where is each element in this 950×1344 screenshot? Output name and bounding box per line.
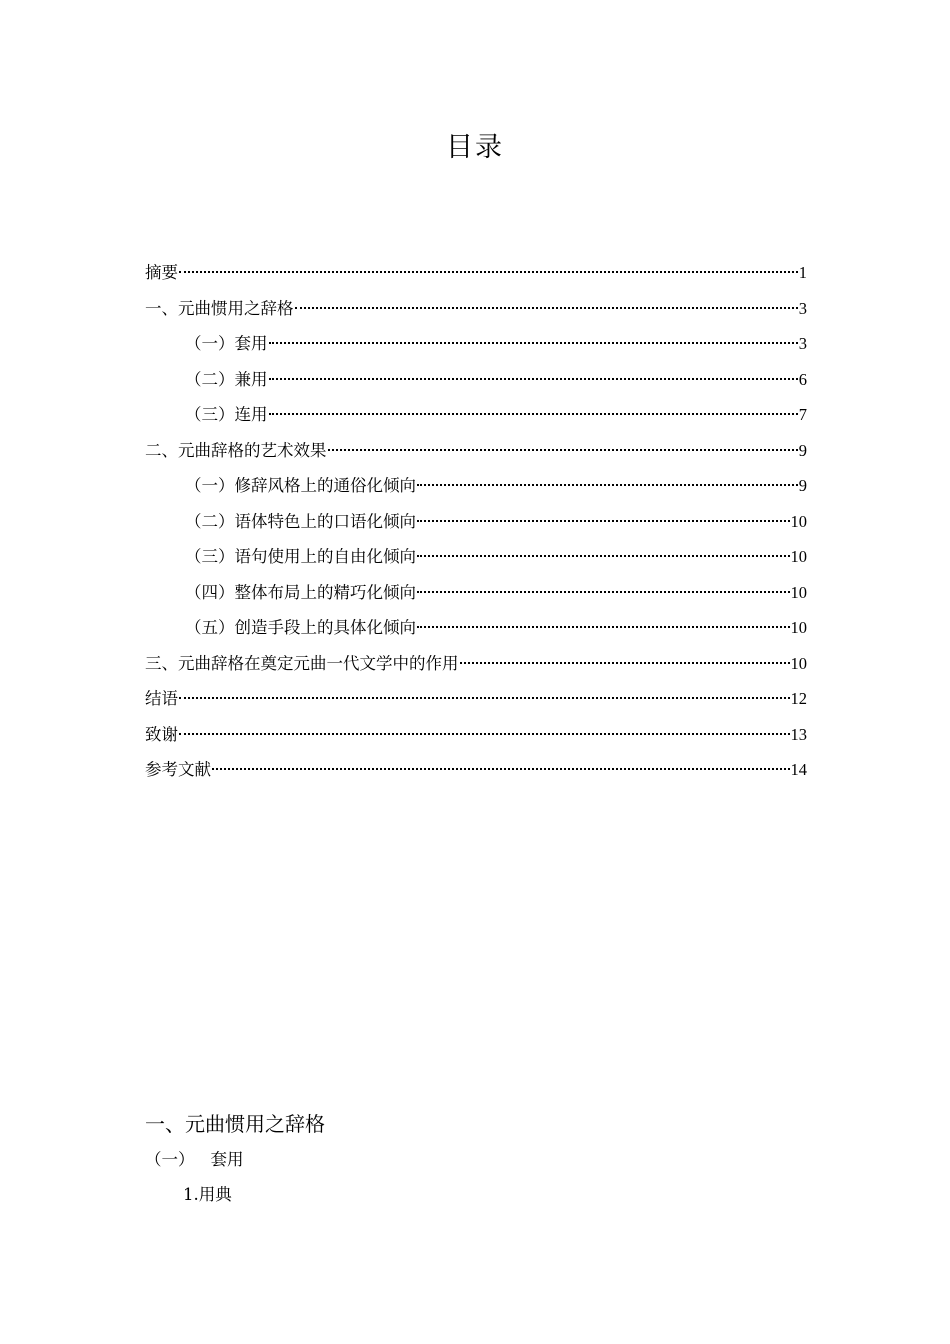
toc-entry[interactable] [145, 646, 807, 682]
subsection-heading [145, 1145, 244, 1175]
toc-dot-leader [269, 341, 798, 344]
toc-dot-leader [460, 661, 790, 664]
subsection-title: 套用 [210, 1150, 244, 1169]
toc-dot-leader [295, 306, 798, 309]
toc-dot-leader [417, 625, 790, 628]
toc-entry[interactable] [145, 681, 807, 717]
toc-entry-page: 10 [790, 582, 807, 602]
toc-entry-label: 三、元曲辞格在奠定元曲一代文学中的作用 [145, 653, 459, 673]
toc-entry-page: 10 [790, 511, 807, 531]
toc-entry[interactable] [145, 255, 807, 291]
toc-entry[interactable] [145, 504, 807, 540]
page-title: 目录 [446, 132, 504, 163]
subsection-number: （一） [145, 1150, 195, 1169]
toc-entry-page: 12 [790, 689, 807, 708]
toc-entry-label: （一）修辞风格上的通俗化倾向 [185, 476, 416, 495]
toc-entry[interactable] [145, 397, 807, 433]
toc-dot-leader [417, 590, 790, 593]
list-item-heading: 1.用典 [183, 1185, 232, 1204]
toc-entry[interactable] [145, 539, 807, 575]
toc-dot-leader [179, 270, 798, 273]
toc-dot-leader [417, 483, 798, 486]
toc-entry-label: （四）整体布局上的精巧化倾向 [185, 582, 416, 602]
toc-entry-label: 参考文献 [145, 760, 211, 779]
toc-entry-page: 9 [798, 440, 807, 460]
toc-entry-page: 6 [798, 369, 807, 389]
toc-dot-leader [269, 377, 798, 380]
toc-entry[interactable] [145, 468, 807, 504]
toc-dot-leader [328, 448, 798, 451]
toc-entry[interactable] [145, 433, 807, 469]
toc-entry[interactable] [145, 575, 807, 611]
table-of-contents [145, 255, 807, 788]
toc-dot-leader [179, 732, 790, 735]
toc-entry-label: 致谢 [145, 724, 178, 744]
toc-entry-page: 14 [790, 760, 807, 779]
toc-entry[interactable] [145, 610, 807, 646]
toc-entry-page: 3 [798, 298, 807, 318]
toc-dot-leader [417, 554, 790, 557]
toc-entry-label: 一、元曲惯用之辞格 [145, 298, 294, 318]
toc-entry-label: （二）语体特色上的口语化倾向 [185, 511, 416, 531]
toc-dot-leader [269, 412, 798, 415]
toc-dot-leader [179, 696, 790, 699]
toc-entry-page: 3 [798, 334, 807, 353]
toc-entry-page: 10 [790, 547, 807, 566]
toc-entry[interactable] [145, 362, 807, 398]
toc-entry-label: （三）语句使用上的自由化倾向 [185, 547, 416, 566]
toc-entry-label: （一）套用 [185, 334, 268, 353]
toc-entry-page: 10 [790, 618, 807, 637]
toc-entry[interactable] [145, 717, 807, 753]
toc-entry-label: （三）连用 [185, 405, 268, 424]
toc-dot-leader [212, 767, 790, 770]
toc-entry-label: 二、元曲辞格的艺术效果 [145, 440, 327, 460]
toc-dot-leader [417, 519, 790, 522]
section-heading: 一、元曲惯用之辞格 [145, 1112, 325, 1136]
toc-entry[interactable] [145, 291, 807, 327]
toc-entry-page: 13 [790, 724, 807, 744]
toc-entry-label: （五）创造手段上的具体化倾向 [185, 618, 416, 637]
toc-entry[interactable] [145, 326, 807, 362]
toc-entry[interactable] [145, 752, 807, 788]
toc-entry-page: 1 [798, 263, 807, 282]
toc-entry-label: （二）兼用 [185, 369, 268, 389]
toc-entry-label: 结语 [145, 689, 178, 708]
toc-entry-page: 7 [798, 405, 807, 424]
toc-entry-label: 摘要 [145, 263, 178, 282]
toc-entry-page: 10 [790, 653, 807, 673]
toc-entry-page: 9 [798, 476, 807, 495]
